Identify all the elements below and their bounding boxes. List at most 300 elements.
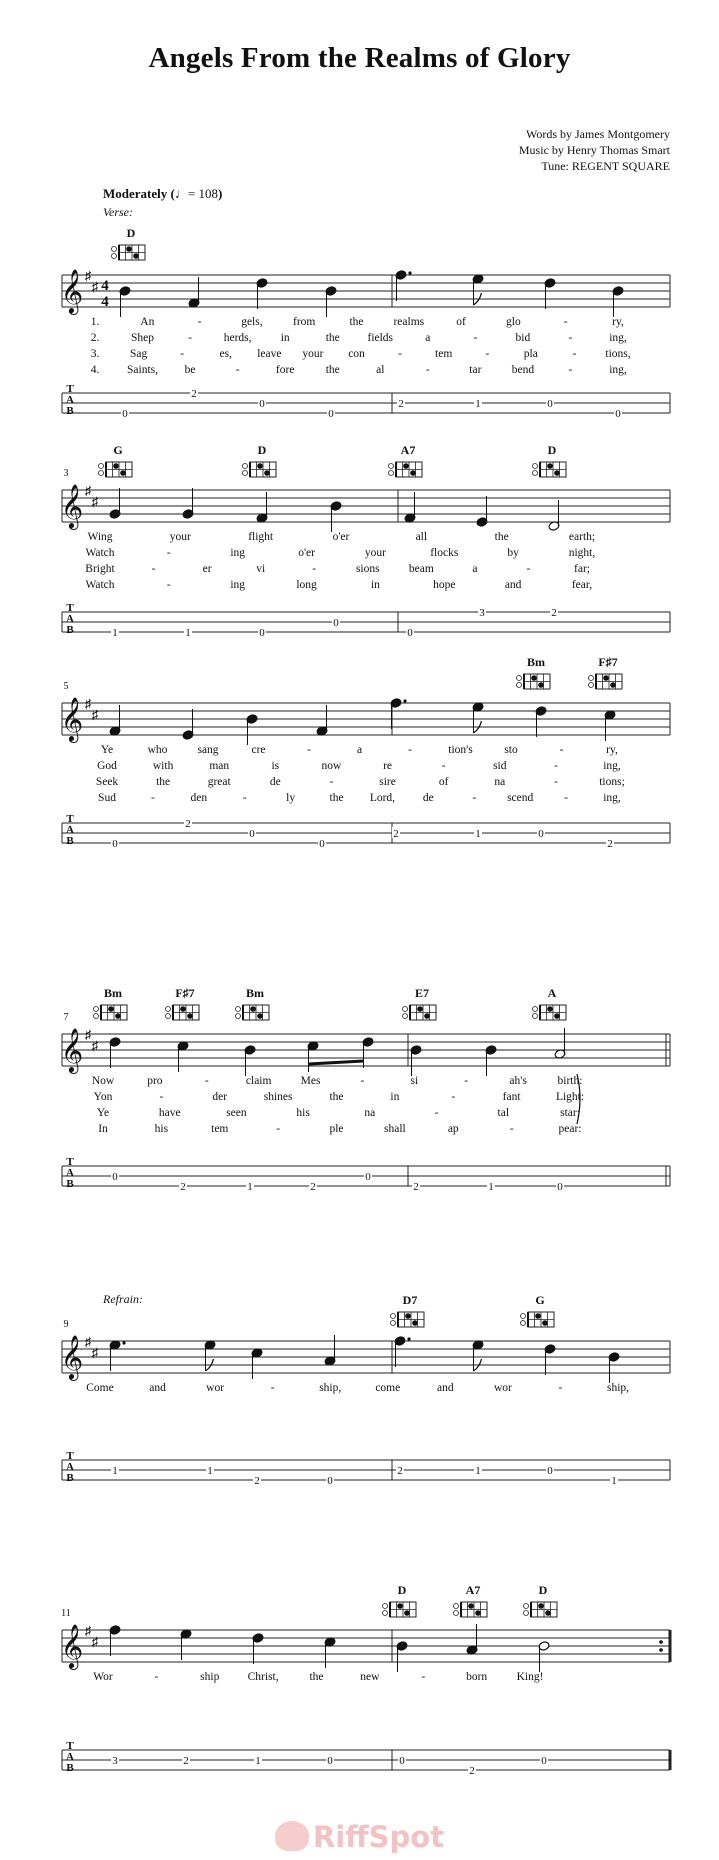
- finger-dot: [610, 682, 616, 688]
- lyric-syllable: Mes: [300, 1075, 321, 1087]
- finger-dot: [538, 1603, 544, 1609]
- treble-clef-icon: 𝄞: [60, 699, 84, 741]
- lyric-syllable: seen: [226, 1107, 247, 1119]
- tab-fret-number: 2: [607, 838, 613, 850]
- tab-fret-number: 3: [112, 1755, 118, 1767]
- system-6: [62, 1624, 670, 1775]
- lyric-syllable: sto: [504, 744, 518, 756]
- key-sharp-f: ♯: [84, 1334, 92, 1349]
- tune-credit: Tune: REGENT SQUARE: [541, 159, 670, 173]
- lyric-syllable: Christ,: [247, 1671, 279, 1683]
- tab-fret-number: 1: [112, 627, 118, 639]
- repeat-dot: [659, 1648, 663, 1652]
- lyric-syllable: tar: [469, 364, 482, 376]
- finger-dot: [542, 1320, 548, 1326]
- lyric-syllable: de: [422, 792, 434, 804]
- lyric-syllable: in: [390, 1091, 400, 1103]
- open-string-marker: [533, 471, 538, 476]
- lyric-syllable: his: [154, 1123, 169, 1135]
- measure-number: 5: [63, 681, 69, 692]
- chord-diagram-4-1: [521, 1312, 555, 1327]
- lyric-syllable: er: [202, 563, 212, 575]
- lyric-syllable: a: [425, 332, 431, 344]
- finger-dot: [417, 1006, 423, 1012]
- open-string-marker: [243, 471, 248, 476]
- lyric-syllable: shall: [384, 1123, 406, 1135]
- lyric-syllable: shines: [263, 1091, 293, 1103]
- tab-fret-number: 1: [247, 1181, 253, 1193]
- eighth-beam: [309, 1061, 364, 1064]
- tab-fret-number: 0: [615, 408, 621, 420]
- lyric-syllable: King!: [516, 1671, 544, 1683]
- lyric-syllable: -: [166, 579, 171, 591]
- lyric-syllable: -: [559, 744, 564, 756]
- chord-diagram-3-3: [403, 1005, 437, 1020]
- key-sharp-c: ♯: [91, 707, 99, 722]
- lyric-syllable: earth;: [568, 531, 596, 543]
- tab-clef-a: A: [66, 824, 74, 836]
- tab-fret-number: 3: [479, 607, 485, 619]
- lyric-syllable: -: [464, 1075, 469, 1087]
- lyric-syllable: birth:: [557, 1075, 583, 1087]
- open-string-marker: [99, 471, 104, 476]
- treble-clef-icon: 𝄞: [60, 486, 84, 528]
- lyric-syllable: si: [410, 1075, 419, 1087]
- lyric-syllable: al: [376, 364, 385, 376]
- chord-symbol-3-2: Bm: [246, 986, 264, 1000]
- tab-fret-number: 1: [207, 1465, 213, 1477]
- lyric-syllable: the: [349, 316, 364, 328]
- lyric-syllable: the: [329, 792, 344, 804]
- tab-fret-number: 0: [557, 1181, 563, 1193]
- tab-clef-b: B: [66, 1472, 74, 1484]
- key-sharp-c: ♯: [91, 279, 99, 294]
- lyric-syllable: -: [434, 1107, 439, 1119]
- lyric-syllable: far;: [574, 563, 590, 575]
- tab-fret-number: 0: [538, 828, 544, 840]
- tab-fret-number: 2: [183, 1755, 189, 1767]
- open-string-marker: [383, 1611, 388, 1616]
- chord-diagram-5-2: [524, 1602, 558, 1617]
- lyric-syllable: -: [180, 348, 185, 360]
- lyric-syllable: -: [553, 776, 558, 788]
- lyric-syllable: Come: [86, 1382, 114, 1394]
- lyric-syllable: -: [398, 348, 403, 360]
- tab-fret-number: 1: [475, 828, 481, 840]
- tab-clef-b: B: [66, 835, 74, 847]
- lyric-syllable: new: [360, 1671, 380, 1683]
- lyric-syllable: sang: [197, 744, 219, 756]
- key-sharp-f: ♯: [84, 483, 92, 498]
- chord-symbol-3-3: E7: [414, 986, 430, 1000]
- lyric-syllable: na: [494, 776, 506, 788]
- lyric-syllable: -: [276, 1123, 281, 1135]
- brand-name: RiffSpot: [312, 1820, 445, 1854]
- chord-symbol-2-1: F♯7: [598, 655, 618, 669]
- finger-dot: [257, 1013, 263, 1019]
- tab-fret-number: 0: [327, 1755, 333, 1767]
- lyric-syllable: -: [572, 348, 577, 360]
- finger-dot: [538, 682, 544, 688]
- lyric-syllable: cre: [251, 744, 266, 756]
- finger-dot: [410, 470, 416, 476]
- dot: [408, 271, 411, 274]
- tab-fret-number: 0: [365, 1171, 371, 1183]
- chord-diagram-0-0: [112, 245, 146, 260]
- lyric-syllable: long: [296, 579, 317, 591]
- repeat-dot: [659, 1640, 663, 1644]
- lyric-syllable: ry,: [612, 316, 624, 328]
- lyric-syllable: -: [151, 563, 156, 575]
- time-signature-bottom: 4: [101, 294, 109, 310]
- lyric-syllable: fore: [275, 364, 295, 376]
- lyric-syllable: ple: [329, 1123, 344, 1135]
- lyric-syllable: of: [438, 776, 449, 788]
- chord-symbol-5-1: A7: [465, 1583, 481, 1597]
- lyric-syllable: Ye: [96, 1107, 110, 1119]
- chord-diagram-5-0: [383, 1602, 417, 1617]
- chord-symbol-3-4: A: [547, 986, 557, 1000]
- time-signature-top: 4: [101, 278, 109, 294]
- finger-dot: [547, 1006, 553, 1012]
- tab-fret-number: 1: [475, 1465, 481, 1477]
- lyric-syllable: a: [472, 563, 478, 575]
- lyric-syllable: sions: [355, 563, 380, 575]
- key-sharp-c: ♯: [91, 1345, 99, 1360]
- open-string-marker: [524, 1604, 529, 1609]
- lyric-syllable: the: [325, 364, 340, 376]
- lyric-syllable: -: [329, 776, 334, 788]
- lyric-syllable: ing,: [603, 760, 621, 772]
- open-string-marker: [236, 1007, 241, 1012]
- lyric-syllable: -: [235, 364, 240, 376]
- finger-dot: [187, 1013, 193, 1019]
- refrain-label: Refrain:: [103, 1292, 143, 1306]
- lyric-syllable: tions;: [599, 776, 625, 788]
- lyric-syllable: ap: [447, 1123, 459, 1135]
- lyric-syllable: in: [370, 579, 380, 591]
- treble-clef-icon: 𝄞: [60, 1030, 84, 1072]
- finger-dot: [264, 470, 270, 476]
- finger-dot: [126, 246, 132, 252]
- lyric-syllable: a: [356, 744, 363, 756]
- lyric-syllable: -: [558, 1382, 563, 1394]
- lyric-syllable: be: [184, 364, 196, 376]
- open-string-marker: [524, 1611, 529, 1616]
- lyric-syllable: -: [564, 792, 569, 804]
- lyric-syllable: -: [166, 547, 171, 559]
- lyric-syllable: es,: [219, 348, 232, 360]
- open-string-marker: [521, 1321, 526, 1326]
- tab-fret-number: 1: [255, 1755, 261, 1767]
- key-sharp-f: ♯: [84, 268, 92, 283]
- tempo-label: Moderately: [103, 186, 168, 201]
- open-string-marker: [389, 471, 394, 476]
- finger-dot: [115, 1013, 121, 1019]
- lyric-syllable: the: [329, 1091, 344, 1103]
- chord-diagram-2-0: [517, 674, 551, 689]
- lyric-syllable: your: [364, 547, 386, 559]
- open-string-marker: [403, 1007, 408, 1012]
- tab-fret-number: 2: [191, 388, 197, 400]
- lyric-syllable: bid: [515, 332, 531, 344]
- chord-diagram-3-4: [533, 1005, 567, 1020]
- lyric-syllable: sid: [493, 760, 507, 772]
- finger-dot: [404, 1610, 410, 1616]
- open-string-marker: [454, 1611, 459, 1616]
- lyric-syllable: tem: [211, 1123, 229, 1135]
- lyric-syllable: Bright: [85, 563, 115, 575]
- brand-logo: [0, 1820, 719, 1854]
- tab-fret-number: 2: [185, 818, 191, 830]
- lyric-syllable: all: [415, 531, 428, 543]
- finger-dot: [405, 1313, 411, 1319]
- measure-number: 7: [63, 1012, 69, 1023]
- lyric-syllable: pro: [147, 1075, 163, 1087]
- lyric-syllable: your: [169, 531, 191, 543]
- tab-fret-number: 0: [259, 627, 265, 639]
- chord-symbol-5-0: D: [397, 1583, 407, 1597]
- tab-fret-number: 0: [547, 1465, 553, 1477]
- dot: [407, 1337, 410, 1340]
- tab-clef-t: T: [66, 383, 74, 395]
- lyric-syllable: 2.: [90, 332, 100, 344]
- lyric-syllable: realms: [393, 316, 425, 328]
- tab-fret-number: 2: [254, 1475, 260, 1487]
- lyric-syllable: the: [156, 776, 171, 788]
- tempo-bpm: = 108: [187, 186, 218, 201]
- lyric-syllable: wor: [206, 1382, 225, 1394]
- chord-symbol-1-0: G: [113, 443, 123, 457]
- open-string-marker: [166, 1007, 171, 1012]
- chord-diagram-3-0: [94, 1005, 128, 1020]
- tab-fret-number: 2: [469, 1765, 475, 1777]
- tab-clef-b: B: [66, 624, 74, 636]
- tab-fret-number: 1: [475, 398, 481, 410]
- lyric-syllable: ship,: [319, 1382, 342, 1394]
- lyric-syllable: in: [280, 332, 290, 344]
- tab-fret-number: 1: [112, 1465, 118, 1477]
- lyric-syllable: night,: [568, 547, 596, 559]
- lyric-syllable: bend: [511, 364, 535, 376]
- lyric-syllable: ship,: [606, 1382, 630, 1394]
- lyric-syllable: -: [188, 332, 193, 344]
- tab-clef-b: B: [66, 405, 74, 417]
- lyric-syllable: ly: [286, 792, 296, 804]
- tab-fret-number: 2: [393, 828, 399, 840]
- dot: [122, 1341, 125, 1344]
- verse-label: Verse:: [103, 205, 133, 219]
- tab-clef-t: T: [66, 1740, 74, 1752]
- key-sharp-c: ♯: [91, 1038, 99, 1053]
- finger-dot: [257, 463, 263, 469]
- tab-fret-number: 1: [185, 627, 191, 639]
- tab-clef-t: T: [66, 602, 74, 614]
- lyric-syllable: hope: [433, 579, 456, 591]
- open-string-marker: [533, 1014, 538, 1019]
- tab-fret-number: 2: [397, 1465, 403, 1477]
- lyric-syllable: ing,: [603, 792, 621, 804]
- lyric-syllable: herds,: [223, 332, 252, 344]
- chord-symbol-3-0: Bm: [104, 986, 122, 1000]
- open-string-marker: [517, 676, 522, 681]
- tab-clef-b: B: [66, 1178, 74, 1190]
- open-string-marker: [454, 1604, 459, 1609]
- lyric-syllable: by: [507, 547, 519, 559]
- lyric-syllable: come: [375, 1382, 401, 1394]
- finger-dot: [133, 253, 139, 259]
- lyric-syllable: gels,: [241, 316, 263, 328]
- open-string-marker: [589, 676, 594, 681]
- lyric-syllable: pla: [523, 348, 538, 360]
- lyric-syllable: Watch: [85, 579, 115, 591]
- chord-symbol-1-2: A7: [400, 443, 416, 457]
- chord-symbol-0-0: D: [126, 226, 136, 240]
- lyric-syllable: Light:: [555, 1091, 585, 1103]
- tab-clef-a: A: [66, 394, 74, 406]
- system-5: [62, 1335, 670, 1485]
- lyric-syllable: Watch: [85, 547, 115, 559]
- lyric-syllable: Ye: [100, 744, 114, 756]
- lyric-syllable: -: [270, 1382, 275, 1394]
- lyric-syllable: de: [269, 776, 281, 788]
- lyric-syllable: flight: [248, 531, 274, 543]
- lyric-syllable: In: [98, 1123, 108, 1135]
- chord-symbol-5-2: D: [538, 1583, 548, 1597]
- lyric-syllable: Yon: [93, 1091, 113, 1103]
- lyric-syllable: tal: [497, 1107, 510, 1119]
- key-sharp-f: ♯: [84, 696, 92, 711]
- lyric-syllable: God: [97, 760, 117, 772]
- open-string-marker: [389, 464, 394, 469]
- lyric-syllable: -: [568, 332, 573, 344]
- tab-fret-number: 0: [541, 1755, 547, 1767]
- chord-symbol-3-1: F♯7: [175, 986, 195, 1000]
- open-string-marker: [589, 683, 594, 688]
- chord-diagram-1-3: [533, 462, 567, 477]
- treble-clef-icon: 𝄞: [60, 271, 84, 313]
- lyric-syllable: -: [563, 316, 568, 328]
- open-string-marker: [94, 1007, 99, 1012]
- lyric-syllable: tem: [435, 348, 453, 360]
- lyric-syllable: ing,: [609, 332, 627, 344]
- open-string-marker: [403, 1014, 408, 1019]
- tab-clef-a: A: [66, 1167, 74, 1179]
- finger-dot: [113, 463, 119, 469]
- open-string-marker: [166, 1014, 171, 1019]
- open-string-marker: [94, 1014, 99, 1019]
- lyric-syllable: have: [158, 1107, 181, 1119]
- lyric-syllable: and: [149, 1382, 166, 1394]
- open-string-marker: [521, 1314, 526, 1319]
- finger-dot: [403, 463, 409, 469]
- lyric-syllable: -: [150, 792, 155, 804]
- lyric-syllable: -: [473, 332, 478, 344]
- tempo-marking: Moderately (♩= 108): [103, 186, 223, 201]
- tab-fret-number: 0: [122, 408, 128, 420]
- lyric-syllable: o'er: [298, 547, 315, 559]
- lyric-syllable: Wing: [87, 531, 113, 543]
- lyric-syllable: who: [147, 744, 168, 756]
- lyric-syllable: An: [140, 316, 155, 328]
- lyric-syllable: -: [451, 1091, 456, 1103]
- finger-dot: [120, 470, 126, 476]
- lyric-syllable: and: [504, 579, 522, 591]
- lyric-syllable: -: [204, 1075, 209, 1087]
- tab-clef-t: T: [66, 1450, 74, 1462]
- lyric-syllable: the: [325, 332, 340, 344]
- lyric-syllable: 3.: [90, 348, 100, 360]
- finger-dot: [531, 675, 537, 681]
- lyric-syllable: and: [437, 1382, 454, 1394]
- tab-fret-number: 0: [112, 1171, 118, 1183]
- lyric-syllable: born: [466, 1671, 488, 1683]
- chord-diagram-5-1: [454, 1602, 488, 1617]
- open-string-marker: [243, 464, 248, 469]
- treble-clef-icon: 𝄞: [60, 1337, 84, 1379]
- lyricist-credit: Words by James Montgomery: [525, 127, 670, 141]
- lyric-syllable: star:: [560, 1107, 580, 1119]
- open-string-marker: [391, 1314, 396, 1319]
- composer-credit: Music by Henry Thomas Smart: [518, 143, 670, 157]
- lyric-syllable: -: [312, 563, 317, 575]
- chord-diagram-1-1: [243, 462, 277, 477]
- finger-dot: [468, 1603, 474, 1609]
- finger-dot: [108, 1006, 114, 1012]
- finger-dot: [475, 1610, 481, 1616]
- tab-fret-number: 0: [333, 617, 339, 629]
- lyric-syllable: Sud: [98, 792, 116, 804]
- key-sharp-f: ♯: [84, 1027, 92, 1042]
- chord-diagram-4-0: [391, 1312, 425, 1327]
- tab-fret-number: 2: [413, 1181, 419, 1193]
- tab-fret-number: 2: [398, 398, 404, 410]
- dot: [403, 699, 406, 702]
- chord-symbol-1-1: D: [257, 443, 267, 457]
- tab-clef-t: T: [66, 813, 74, 825]
- treble-clef-icon: 𝄞: [60, 1626, 84, 1668]
- lyric-syllable: his: [296, 1107, 310, 1119]
- lyric-syllable: leave: [257, 348, 282, 360]
- lyric-syllable: now: [321, 760, 342, 772]
- tab-fret-number: 0: [399, 1755, 405, 1767]
- lyric-syllable: flocks: [430, 547, 459, 559]
- lyric-syllable: Sag: [129, 348, 148, 360]
- lyric-syllable: beam: [408, 563, 434, 575]
- lyric-syllable: man: [209, 760, 230, 772]
- lyric-syllable: claim: [245, 1075, 272, 1087]
- lyric-syllable: wor: [493, 1382, 512, 1394]
- chord-symbol-1-3: D: [547, 443, 557, 457]
- open-string-marker: [112, 254, 117, 259]
- lyric-syllable: -: [526, 563, 531, 575]
- lyric-syllable: fant: [502, 1091, 521, 1103]
- tab-fret-number: 1: [488, 1181, 494, 1193]
- measure-number: 3: [63, 468, 69, 479]
- finger-dot: [180, 1006, 186, 1012]
- finger-dot: [545, 1610, 551, 1616]
- key-sharp-f: ♯: [84, 1623, 92, 1638]
- finger-dot: [603, 675, 609, 681]
- open-string-marker: [517, 683, 522, 688]
- lyric-syllable: ing: [230, 579, 246, 591]
- chord-diagram-2-1: [589, 674, 623, 689]
- lyric-syllable: with: [152, 760, 174, 772]
- tab-fret-number: 2: [551, 607, 557, 619]
- tab-clef-t: T: [66, 1156, 74, 1168]
- tab-fret-number: 1: [611, 1475, 617, 1487]
- lyric-syllable: -: [568, 364, 573, 376]
